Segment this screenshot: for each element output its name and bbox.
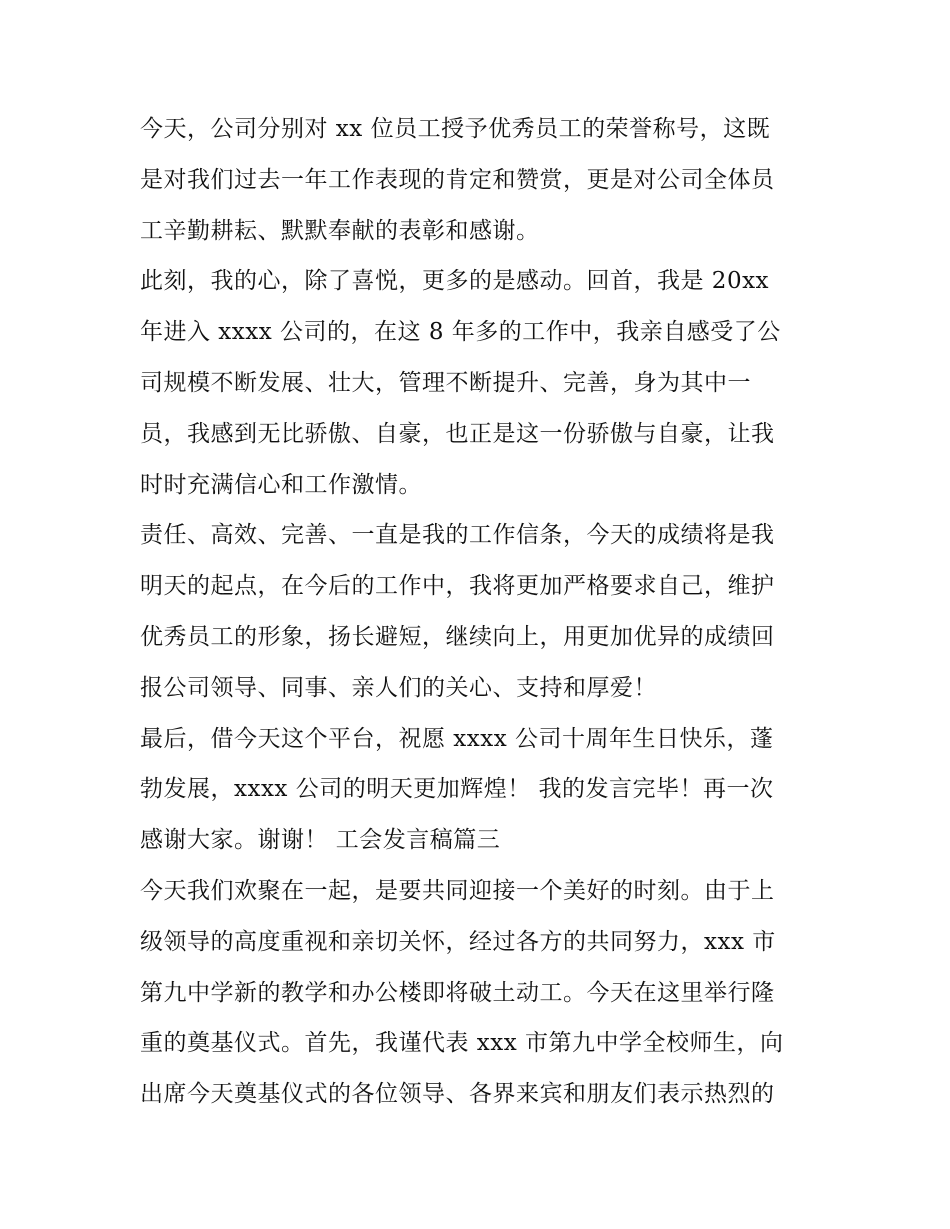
text-line: 勃发展，xxxx 公司的明天更加辉煌！ 我的发言完毕！再一次 [140, 776, 774, 803]
text-line: 报公司领导、同事、亲人们的关心、支持和厚爱！ [140, 674, 657, 701]
text-line: 责任、高效、完善、一直是我的工作信条，今天的成绩将是我 [140, 522, 775, 549]
text-line: 最后，借今天这个平台，祝愿 xxxx 公司十周年生日快乐，蓬 [140, 725, 774, 752]
text-line: 感谢大家。谢谢！ 工会发言稿篇三 [140, 827, 501, 854]
document-body [140, 104, 820, 1120]
text-line: 出席今天奠基仪式的各位领导、各界来宾和朋友们表示热烈的 [140, 1081, 775, 1108]
text-line: 时时充满信心和工作激情。 [140, 471, 422, 498]
text-line: 员，我感到无比骄傲、自豪，也正是这一份骄傲与自豪，让我 [140, 420, 775, 447]
text-line: 今天我们欢聚在一起，是要共同迎接一个美好的时刻。由于上 [140, 877, 775, 904]
text-line: 优秀员工的形象，扬长避短，继续向上，用更加优异的成绩回 [140, 623, 775, 650]
text-line: 第九中学新的教学和办公楼即将破土动工。今天在这里举行隆 [140, 979, 775, 1006]
text-line: 是对我们过去一年工作表现的肯定和赞赏，更是对公司全体员 [140, 166, 775, 193]
text-line: 重的奠基仪式。首先，我谨代表 xxx 市第九中学全校师生，向 [140, 1030, 784, 1057]
text-line: 级领导的高度重视和亲切关怀，经过各方的共同努力，xxx 市 [140, 928, 776, 955]
text-line: 此刻，我的心，除了喜悦，更多的是感动。回首，我是 20xx [140, 268, 770, 295]
text-line: 明天的起点，在今后的工作中，我将更加严格要求自己，维护 [140, 573, 775, 600]
text-line: 司规模不断发展、壮大，管理不断提升、完善，身为其中一 [140, 369, 751, 396]
text-line: 年进入 xxxx 公司的，在这 8 年多的工作中，我亲自感受了公 [140, 319, 781, 346]
text-line: 工辛勤耕耘、默默奉献的表彰和感谢。 [140, 217, 540, 244]
text-line: 今天，公司分别对 xx 位员工授予优秀员工的荣誉称号，这既 [140, 116, 771, 142]
